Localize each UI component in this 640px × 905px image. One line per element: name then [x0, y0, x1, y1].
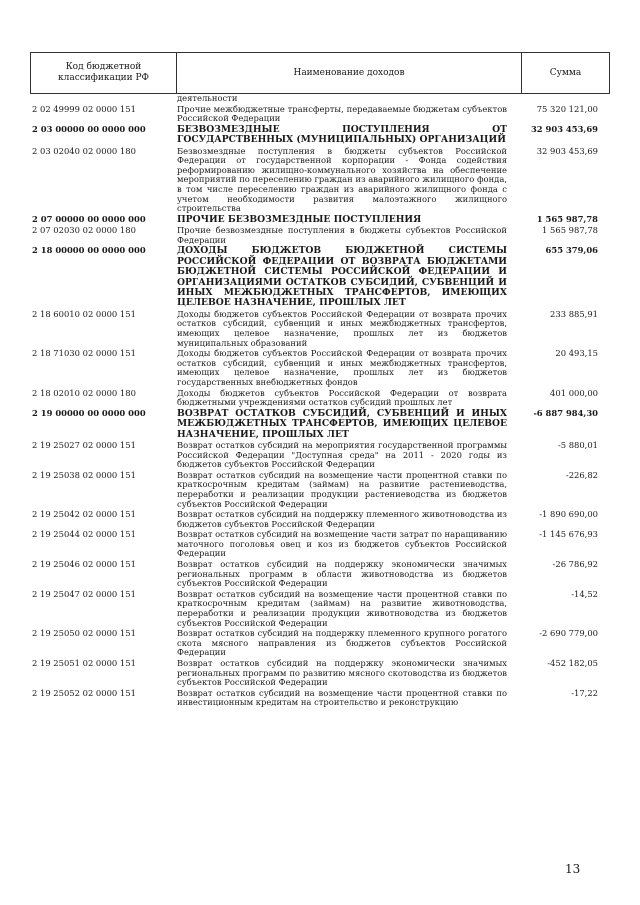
table-row: [30, 105, 610, 124]
row-name: Безвозмездные поступления в бюджеты субъектов Российской Федерации от государственной корпорации - Фонда содействия реформированию жилищно-коммунального хозяйства на обеспечение мероприятий по переселению граждан из аварийного жилищного фонда, в том числе переселению граждан из аварийного жилищного фонда с учетом необходимости развития малоэтажного жилищного строительства: [177, 145, 507, 214]
row-code: 2 03 00000 00 0000 000: [32, 123, 146, 134]
table-row: [30, 226, 610, 245]
row-sum: [511, 94, 610, 104]
row-code: 2 18 02010 02 0000 180: [32, 387, 136, 398]
row-name: Прочие межбюджетные трансферты, передаваемые бюджетам субъектов Российской Федерации: [177, 103, 507, 124]
row-sum: 32 903 453,69: [536, 145, 598, 156]
table-row: [30, 689, 610, 708]
row-code: [30, 94, 177, 104]
row-name: ВОЗВРАТ ОСТАТКОВ СУБСИДИЙ, СУБВЕНЦИЙ И ИНЫХ МЕЖБЮДЖЕТНЫХ ТРАНСФЕРТОВ, ИМЕЮЩИХ ЦЕЛЕВОЕ НАЗНАЧЕНИЕ, ПРОШЛЫХ ЛЕТ: [177, 407, 507, 440]
row-sum: 655 379,06: [545, 245, 598, 256]
row-sum: -226,82: [565, 469, 598, 480]
row-name: Доходы бюджетов субъектов Российской Федерации от возврата прочих остатков субсидий, субвенций и иных межбюджетных трансфертов, имеющих целевое назначение, прошлых лет из бюджетов государственных внебюджетных фондов: [177, 348, 507, 387]
row-sum: -2 690 779,00: [539, 628, 598, 639]
row-name: Возврат остатков субсидий на мероприятия государственной программы Российской Федерации "Доступная среда" на 2011 - 2020 годы из бюджетов субъектов Российской Федерации: [177, 439, 507, 470]
row-code: 2 19 25046 02 0000 151: [32, 559, 136, 570]
table-row: [30, 147, 610, 214]
row-name: деятельности: [177, 93, 238, 103]
row-name: Возврат остатков субсидий на возмещение части процентной ставки по краткосрочным кредитам (займам) на развитие растениеводства, переработки и реализации продукции растениеводства из бюджетов субъектов Российской Федерации: [177, 469, 507, 509]
row-code: 2 19 25038 02 0000 151: [32, 469, 136, 480]
row-name: Доходы бюджетов субъектов Российской Федерации от возврата прочих остатков субсидий, субвенций и иных межбюджетных трансфертов, имеющих целевое назначение, прошлых лет из бюджетов муниципальных образований: [177, 308, 507, 348]
header-name: Наименование доходов: [177, 53, 522, 93]
header-code: Код бюджетной классификации РФ: [31, 53, 177, 93]
row-code: 2 19 25047 02 0000 151: [32, 588, 136, 599]
row-name: Возврат остатков субсидий на возмещение части процентной ставки по краткосрочным кредитам (займам) на развитие животноводства, переработки и реализации продукции животноводства из бюджетов субъектов Российской Федерации: [177, 588, 507, 628]
row-code: 2 18 60010 02 0000 151: [32, 308, 136, 319]
row-code: 2 07 02030 02 0000 180: [32, 225, 136, 236]
table-row: [30, 215, 610, 225]
row-sum: -6 887 984,30: [533, 407, 598, 418]
table-row: [30, 560, 610, 589]
table-row: [30, 629, 610, 658]
row-code: 2 07 00000 00 0000 000: [32, 213, 146, 224]
table-body: [30, 94, 610, 708]
row-sum: 1 565 987,78: [536, 213, 598, 224]
row-name: Возврат остатков субсидий на поддержку экономически значимых региональных программ в области животноводства из бюджетов субъектов Российской Федерации: [177, 559, 507, 589]
row-code: 2 19 25050 02 0000 151: [32, 628, 136, 639]
table-row: [30, 389, 610, 408]
row-code: 2 19 25051 02 0000 151: [32, 658, 136, 668]
table-row: [30, 94, 610, 104]
row-code: 2 18 71030 02 0000 151: [32, 348, 136, 359]
row-name: ДОХОДЫ БЮДЖЕТОВ БЮДЖЕТНОЙ СИСТЕМЫ РОССИЙСКОЙ ФЕДЕРАЦИИ ОТ ВОЗВРАТА БЮДЖЕТАМИ БЮДЖЕТНОЙ СИСТЕМЫ РОССИЙСКОЙ ФЕДЕРАЦИИ И ОРГАНИЗАЦИЯМИ ОСТАТКОВ СУБСИДИЙ, СУБВЕНЦИЙ И ИНЫХ МЕЖБЮДЖЕТНЫХ ТРАНСФЕРТОВ, ИМЕЮЩИХ ЦЕЛЕВОЕ НАЗНАЧЕНИЕ, ПРОШЛЫХ ЛЕТ: [177, 245, 507, 309]
row-name: Возврат остатков субсидий на поддержку племенного крупного рогатого скота мясного направления из бюджетов субъектов Российской Федерации: [177, 628, 507, 658]
page-number: 13: [565, 862, 581, 876]
row-sum: 75 320 121,00: [536, 103, 598, 114]
table-row: [30, 471, 610, 509]
row-name: Прочие безвозмездные поступления в бюджеты субъектов Российской Федерации: [177, 225, 507, 245]
row-sum: 233 885,91: [550, 308, 598, 319]
row-code: 2 03 02040 02 0000 180: [32, 145, 136, 156]
row-name: Возврат остатков субсидий на возмещение части затрат по наращиванию маточного поголовья овец и коз из бюджетов субъектов Российской Федерации: [177, 529, 507, 559]
table-row: [30, 125, 610, 146]
table-row: [30, 246, 610, 308]
table-row: [30, 510, 610, 529]
row-code: 2 19 25027 02 0000 151: [32, 439, 136, 450]
row-sum: -5 880,01: [557, 439, 598, 450]
table-row: [30, 349, 610, 387]
row-sum: -17,22: [571, 687, 598, 698]
row-sum: -1 145 676,93: [539, 529, 598, 540]
table-header: [30, 52, 610, 94]
budget-table: [30, 52, 610, 709]
row-code: 2 19 00000 00 0000 000: [32, 407, 146, 418]
row-name: Возврат остатков субсидий на возмещение части процентной ставки по инвестиционным кредитам на строительство и реконструкцию: [177, 687, 507, 708]
row-code: 2 19 25044 02 0000 151: [32, 529, 136, 540]
table-row: [30, 441, 610, 470]
table-row: [30, 659, 610, 688]
table-row: [30, 530, 610, 559]
row-code: 2 18 00000 00 0000 000: [32, 245, 146, 256]
row-sum: 401 000,00: [550, 387, 598, 398]
row-code: 2 19 25042 02 0000 151: [32, 509, 136, 520]
row-code: 2 19 25052 02 0000 151: [32, 687, 136, 698]
row-sum: 32 903 453,69: [530, 123, 598, 134]
row-name: ПРОЧИЕ БЕЗВОЗМЕЗДНЫЕ ПОСТУПЛЕНИЯ: [177, 213, 422, 225]
row-name: Возврат остатков субсидий на поддержку племенного животноводства из бюджетов субъектов Российской Федерации: [177, 509, 507, 529]
row-name: БЕЗВОЗМЕЗДНЫЕ ПОСТУПЛЕНИЯ ОТ ГОСУДАРСТВЕННЫХ (МУНИЦИПАЛЬНЫХ) ОРГАНИЗАЦИЙ: [177, 123, 507, 146]
row-code: 2 02 49999 02 0000 151: [32, 103, 136, 114]
row-sum: 1 565 987,78: [542, 225, 598, 236]
row-sum: -26 786,92: [552, 559, 598, 570]
header-sum: Сумма: [549, 67, 582, 78]
row-name: Доходы бюджетов субъектов Российской Федерации от возврата бюджетными учреждениями остатков субсидий прошлых лет: [177, 387, 507, 408]
row-sum: -14,52: [571, 588, 598, 599]
row-name: Возврат остатков субсидий на поддержку экономически значимых региональных программ по развитию мясного скотоводства из бюджетов субъектов Российской Федерации: [177, 658, 507, 688]
row-sum: -1 890 690,00: [539, 509, 598, 520]
table-row: [30, 409, 610, 440]
table-row: [30, 590, 610, 628]
row-sum: -452 182,05: [547, 658, 598, 668]
row-sum: 20 493,15: [555, 348, 598, 359]
table-row: [30, 310, 610, 348]
